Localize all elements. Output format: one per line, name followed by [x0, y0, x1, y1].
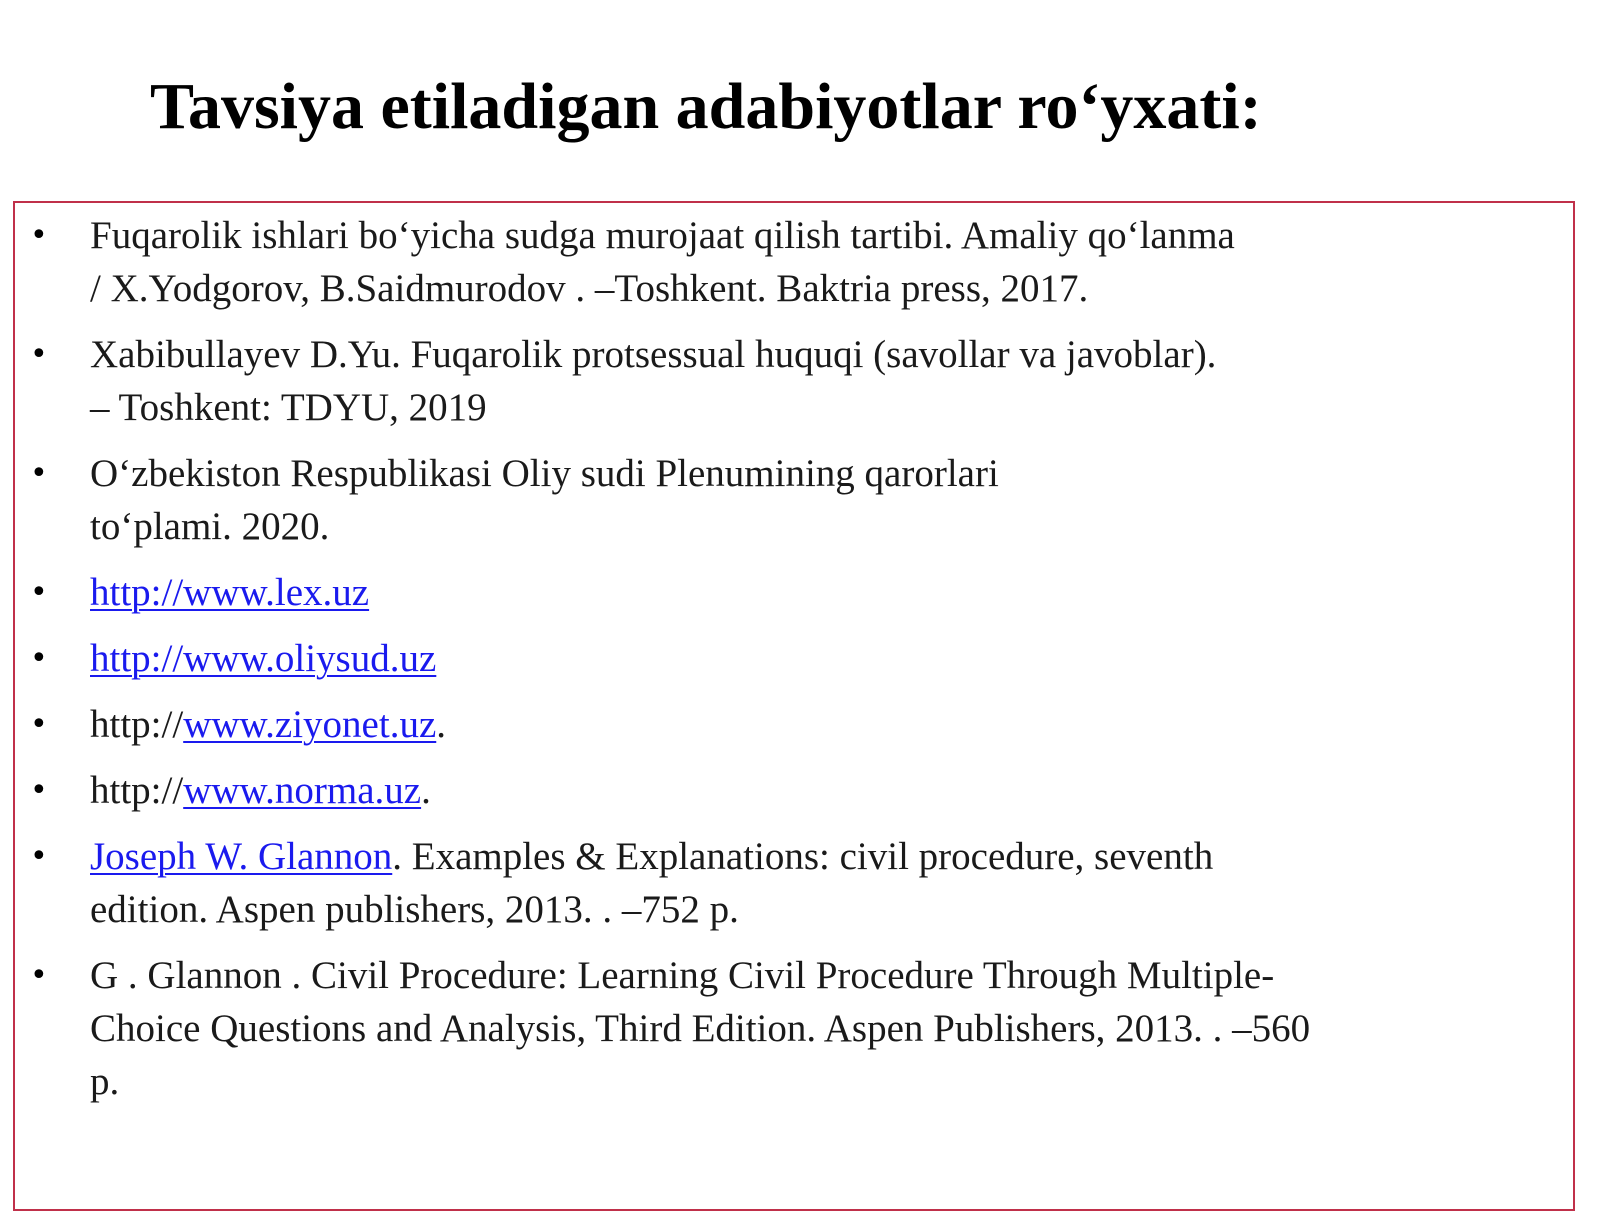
bullet-icon: •: [30, 337, 48, 372]
bullet-icon: •: [30, 575, 48, 610]
list-item-reference-1: [15, 209, 1535, 315]
reference-text-line: [90, 764, 1535, 817]
reference-text-line: Xabibullayev D.Yu. Fuqarolik protsessual huquqi (savollar va javoblar).: [90, 333, 1217, 376]
reference-text-line: to‘plami. 2020.: [90, 505, 330, 548]
url-prefix: http://: [90, 769, 184, 812]
reference-text-line: – Toshkent: TDYU, 2019: [90, 386, 487, 429]
list-item-reference-2: [15, 328, 1535, 434]
bullet-icon: •: [30, 641, 48, 676]
reference-text-line: Choice Questions and Analysis, Third Edition. Aspen Publishers, 2013. . –560: [90, 1007, 1311, 1050]
bullet-icon: •: [30, 456, 48, 491]
bullet-icon: •: [30, 839, 48, 874]
reference-text-line: / X.Yodgorov, B.Saidmurodov . –Toshkent. Baktria press, 2017.: [90, 267, 1089, 310]
list-item-oliysud-link: [15, 632, 1535, 685]
reference-text-line: p.: [90, 1060, 120, 1103]
reference-text-line: G . Glannon . Civil Procedure: Learning Civil Procedure Through Multiple-: [90, 954, 1275, 997]
list-item-norma-link: [15, 764, 1535, 817]
reference-text-line: edition. Aspen publishers, 2013. . –752 p.: [90, 888, 739, 931]
url-suffix: .: [421, 769, 431, 812]
list-item-lex-link: [15, 566, 1535, 619]
norma-uz-link[interactable]: www.norma.uz: [183, 769, 422, 812]
reference-text-line: [90, 566, 1535, 619]
reference-text-line: [90, 830, 1535, 883]
lex-uz-link[interactable]: http://www.lex.uz: [90, 571, 370, 614]
list-item-reference-3: [15, 447, 1535, 553]
bullet-icon: •: [30, 707, 48, 742]
bullet-icon: •: [30, 773, 48, 808]
slide-title: Tavsiya etiladigan adabiyotlar ro‘yxati:: [150, 70, 1262, 143]
list-item-ziyonet-link: [15, 698, 1535, 751]
list-item-reference-glannon-mcq: [15, 949, 1535, 1108]
ziyonet-uz-link[interactable]: www.ziyonet.uz: [183, 703, 437, 746]
reference-text-line: O‘zbekiston Respublikasi Oliy sudi Plenumining qarorlari: [90, 452, 999, 495]
url-suffix: .: [436, 703, 446, 746]
references-list: [15, 209, 1535, 1121]
list-item-reference-glannon-examples: [15, 830, 1535, 936]
bullet-icon: •: [30, 958, 48, 993]
references-box: [13, 201, 1575, 1211]
bullet-icon: •: [30, 218, 48, 253]
oliysud-uz-link[interactable]: http://www.oliysud.uz: [90, 637, 437, 680]
reference-text-line: [90, 632, 1535, 685]
joseph-glannon-link[interactable]: Joseph W. Glannon: [90, 835, 393, 878]
url-prefix: http://: [90, 703, 184, 746]
reference-text-rest: . Examples & Explanations: civil procedure, seventh: [392, 835, 1214, 878]
reference-text-line: [90, 698, 1535, 751]
reference-text-line: Fuqarolik ishlari bo‘yicha sudga murojaat qilish tartibi. Amaliy qo‘lanma: [90, 214, 1235, 257]
